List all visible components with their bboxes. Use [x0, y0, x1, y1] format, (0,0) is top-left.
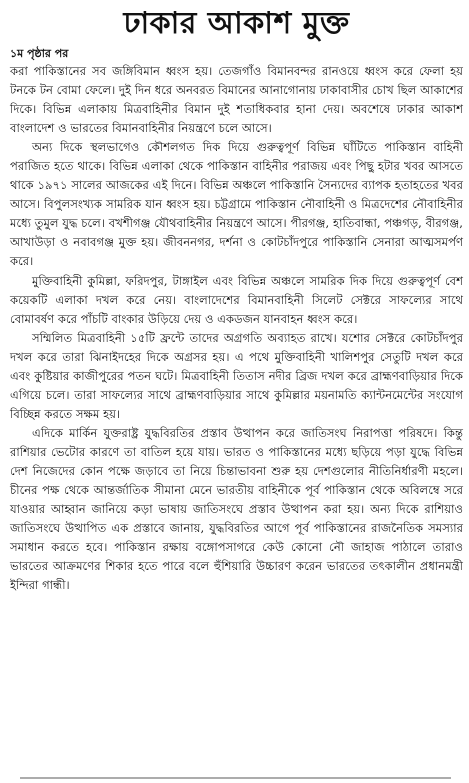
article-paragraph: অন্য দিকে স্থলভাগেও কৌশলগত দিক দিয়ে গুরুত্বপূর্ণ বিভিন্ন ঘাঁটিতে পাকিস্তান বাহিনী পরাজিত হতে থাকে। বিভিন্ন এলাকা থেকে পাকিস্তান বাহিনীর পরাজয় এবং পিছু হটার খবর আসতে থাকে ১৯৭১ সালের আজকের এই দিনে। বিভিন্ন অঞ্চলে পাকিস্তানি সৈন্যদের ব্যাপক হতাহতের খবর আসে। বিপুলসংখ্যক সামরিক যান ধ্বংস হয়। চট্টগ্রামে পাকিস্তান নৌবাহিনী ও মিত্রদেশের নৌবাহিনীর মধ্যে তুমুল যুদ্ধ চলে। বখশীগঞ্জ যৌথবাহিনীর নিয়ন্ত্রণে আসে। পীরগঞ্জ, হাতিবান্ধা, পঞ্চগড়, বীরগঞ্জ, আখাউড়া ও নবাবগঞ্জ মুক্ত হয়। জীবননগর, দর্শনা ও কোটচাঁদপুরে পাকিস্তানি সেনারা আত্মসমর্পণ করে।: [10, 140, 463, 269]
article-paragraph: সম্মিলিত মিত্রবাহিনী ১৫টি ফ্রন্টে তাদের অগ্রগতি অব্যাহত রাখে। যশোর সেক্টরে কোটচাঁদপুর দখল করে তারা ঝিনাইদহের দিকে অগ্রসর হয়। এ পথে মুক্তিবাহিনী খালিশপুর সেতুটি দখল করে এবং কুষ্টিয়ার কাজীপুরের পতন ঘটে। মিত্রবাহিনী তিতাস নদীর ব্রিজ দখল করে ব্রাহ্মণবাড়িয়ার দিকে এগিয়ে চলে। তারা সাফল্যের সাথে ব্রাহ্মণবাড়িয়ার সাথে কুমিল্লার ময়নামতি ক্যান্টনমেন্টের সংযোগ বিচ্ছিন্ন করতে সক্ষম হয়।: [10, 330, 463, 421]
article-paragraph: করা পাকিস্তানের সব জঙ্গিবিমান ধ্বংস হয়। তেজগাঁও বিমানবন্দর রানওয়ে ধ্বংস করে ফেলা হয় টনকে টন বোমা ফেলে। দুই দিন ধরে অনবরত বিমানের আনাগোনায় ঢাকাবাসীর চোখ ছিল আকাশের দিকে। বিভিন্ন এলাকায় মিত্রবাহিনীর বিমান দুই শতাধিকবার হানা দেয়। অবশেষে ঢাকার আকাশ বাংলাদেশ ও ভারতের বিমানবাহিনীর নিয়ন্ত্রণে চলে আসে।: [10, 64, 463, 136]
continued-from-page-label: ১ম পৃষ্ঠার পর: [10, 47, 69, 60]
article-paragraph: এদিকে মার্কিন যুক্তরাষ্ট্র যুদ্ধবিরতির প্রস্তাব উত্থাপন করে জাতিসংঘ নিরাপত্তা পরিষদে। কিন্তু রাশিয়ার ভেটোর কারণে তা বাতিল হয়ে যায়। ভারত ও পাকিস্তানের মধ্যে ছড়িয়ে পড়া যুদ্ধে বিভিন্ন দেশ নিজেদের কোন পক্ষে জড়াবে তা নিয়ে চিন্তাভাবনা শুরু হয় দেশগুলোর নীতিনির্ধারণী মহলে। চীনের পক্ষ থেকে আন্তর্জাতিক সীমানা মেনে ভারতীয় বাহিনীকে পূর্ব পাকিস্তান থেকে অবিলম্বে সরে যাওয়ার আহ্বান জানিয়ে কড়া ভাষায় জাতিসংঘে প্রস্তাব উত্থাপন করা হয়। অন্য দিকে রাশিয়াও জাতিসংঘে উত্থাপিত এক প্রস্তাবে জানায়, যুদ্ধবিরতির আগে পূর্ব পাকিস্তানের রাজনৈতিক সমস্যার সমাধান করতে হবে। পাকিস্তান রক্ষায় বঙ্গোপসাগরে কেউ কোনো নৌ জাহাজ পাঠালে তারাও ভারতের আক্রমণের শিকার হতে পারে বলে হুঁশিয়ারি উচ্চারণ করেন ভারতের তৎকালীন প্রধানমন্ত্রী ইন্দিরা গান্ধী।: [10, 425, 463, 593]
article-paragraph: মুক্তিবাহিনী কুমিল্লা, ফরিদপুর, টাঙ্গাইল এবং বিভিন্ন অঞ্চলে সামরিক দিক দিয়ে গুরুত্বপূর্ণ বেশ কয়েকটি এলাকা দখল করে নেয়। বাংলাদেশের বিমানবাহিনী সিলেট সেক্টরে সাফল্যের সাথে বোমাবর্ষণ করে পাঁচটি বাংকার উড়িয়ে দেয় ও একডজন যানবাহন ধ্বংস করে।: [10, 273, 463, 326]
article-body: [10, 62, 463, 595]
headline: ঢাকার আকাশ মুক্ত: [123, 6, 350, 41]
clipping-cut-edge: [20, 775, 451, 783]
